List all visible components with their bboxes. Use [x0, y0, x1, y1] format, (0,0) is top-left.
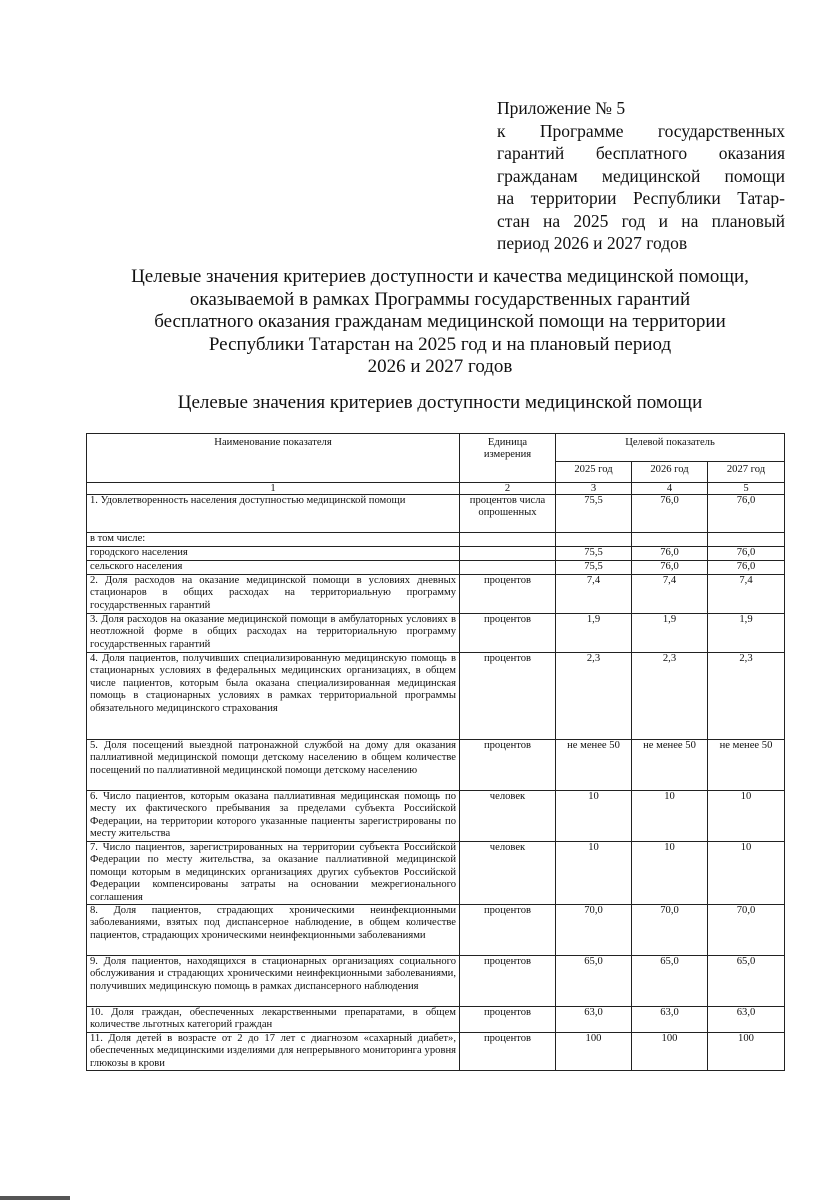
- title-line: Целевые значения критериев доступности и качества медицинской помощи,: [131, 266, 749, 287]
- indicator-name: 8. Доля пациентов, страдающих хроническими неинфекционными заболеваниями, взятых под диспансерное наблюдение, в общем количестве пациентов, страдающих хроническими неинфекционными заболеваниями: [87, 905, 460, 956]
- value-2026: [632, 533, 708, 547]
- value-2026: 63,0: [632, 1007, 708, 1033]
- unit-of-measure: процентов: [460, 1007, 556, 1033]
- appendix-line: гарантий бесплатного оказания: [497, 143, 785, 163]
- table-row: [87, 1033, 785, 1071]
- value-2027: не менее 50: [708, 740, 785, 791]
- value-2026: 76,0: [632, 547, 708, 561]
- header-year: 2025 год: [556, 462, 632, 483]
- value-2026: 10: [632, 791, 708, 842]
- unit-of-measure: процентов: [460, 1033, 556, 1071]
- table-row: [87, 791, 785, 842]
- title-line: Республики Татарстан на 2025 год и на плановый период: [208, 333, 672, 355]
- value-2027: 10: [708, 791, 785, 842]
- indicator-name: 6. Число пациентов, которым оказана паллиативная медицинская помощь по месту их фактического пребывания за пределами субъекта Российской Федерации, на территории которого указанные пациенты зарегистрированы по месту жительства: [87, 791, 460, 842]
- table-row: [87, 653, 785, 740]
- value-2026: 7,4: [632, 575, 708, 614]
- table-row: [87, 561, 785, 575]
- unit-of-measure: процентов числа опрошенных: [460, 495, 556, 533]
- unit-of-measure: процентов: [460, 956, 556, 1007]
- table-row: [87, 1007, 785, 1033]
- value-2027: 76,0: [708, 547, 785, 561]
- table-row: [87, 842, 785, 905]
- unit-of-measure: процентов: [460, 614, 556, 653]
- value-2027: 7,4: [708, 575, 785, 614]
- value-2025: 75,5: [556, 495, 632, 533]
- scan-edge-mark: [0, 1196, 70, 1200]
- indicator-name: городского населения: [87, 547, 460, 561]
- indicator-name: 9. Доля пациентов, находящихся в стационарных организациях социального обслуживания и страдающих хроническими неинфекционными заболеваниями, получивших медицинскую помощь в рамках диспансерного наблюдения: [87, 956, 460, 1007]
- value-2025: 100: [556, 1033, 632, 1071]
- criteria-table: [86, 433, 785, 1071]
- table-row: [87, 495, 785, 533]
- value-2025: 65,0: [556, 956, 632, 1007]
- title-line: оказываемой в рамках Программы государственных гарантий: [189, 288, 691, 310]
- table-row: [87, 547, 785, 561]
- header-unit: Единица измерения: [460, 434, 556, 483]
- value-2025: 2,3: [556, 653, 632, 740]
- unit-of-measure: человек: [460, 842, 556, 905]
- value-2027: 10: [708, 842, 785, 905]
- header-year: 2026 год: [632, 462, 708, 483]
- table-row: [87, 575, 785, 614]
- value-2026: 76,0: [632, 561, 708, 575]
- indicator-name: 2. Доля расходов на оказание медицинской помощи в условиях дневных стационаров в общих расходах на территориальную программу государственных гарантий: [87, 575, 460, 614]
- column-number: 1: [87, 483, 460, 495]
- appendix-line: на территории Республики Татар-: [497, 188, 785, 208]
- value-2025: 75,5: [556, 547, 632, 561]
- unit-of-measure: [460, 547, 556, 561]
- header-name: Наименование показателя: [87, 434, 460, 483]
- appendix-line: стан на 2025 год и на плановый: [497, 210, 785, 231]
- indicator-name: 1. Удовлетворенность населения доступностью медицинской помощи: [87, 495, 460, 533]
- appendix-header: [497, 97, 785, 255]
- unit-of-measure: процентов: [460, 740, 556, 791]
- appendix-number: Приложение № 5: [497, 98, 626, 118]
- value-2026: 2,3: [632, 653, 708, 740]
- column-number: 2: [460, 483, 556, 495]
- unit-of-measure: [460, 561, 556, 575]
- indicator-name: 11. Доля детей в возрасте от 2 до 17 лет с диагнозом «сахарный диабет», обеспеченных медицинскими изделиями для непрерывного мониторинга уровня глюкозы в крови: [87, 1033, 460, 1071]
- column-number: 3: [556, 483, 632, 495]
- value-2026: 10: [632, 842, 708, 905]
- title-line: бесплатного оказания гражданам медицинской помощи на территории: [154, 311, 726, 332]
- value-2025: 10: [556, 842, 632, 905]
- table-row: [87, 614, 785, 653]
- value-2027: 76,0: [708, 495, 785, 533]
- indicator-name: 10. Доля граждан, обеспеченных лекарственными препаратами, в общем количестве льготных категорий граждан: [87, 1007, 460, 1033]
- indicator-name: 4. Доля пациентов, получивших специализированную медицинскую помощь в стационарных условиях в федеральных медицинских организациях, в общем числе пациентов, которым была оказана специализированная медицинская помощь в стационарных условиях в рамках территориальной программы обязательного медицинского страхования: [87, 653, 460, 740]
- value-2027: 1,9: [708, 614, 785, 653]
- value-2025: 10: [556, 791, 632, 842]
- column-number: 4: [632, 483, 708, 495]
- indicator-name: 7. Число пациентов, зарегистрированных на территории субъекта Российской Федерации по месту жительства, за оказание паллиативной медицинской помощи которым в медицинских организациях других субъектов Российской Федерации компенсированы затраты на основании межрегионального соглашения: [87, 842, 460, 905]
- indicator-name: 5. Доля посещений выездной патронажной службой на дому для оказания паллиативной медицинской помощи детскому населению в общем количестве посещений по паллиативной медицинской помощи детскому населению: [87, 740, 460, 791]
- indicator-name: сельского населения: [87, 561, 460, 575]
- unit-of-measure: процентов: [460, 575, 556, 614]
- value-2025: 75,5: [556, 561, 632, 575]
- value-2027: 70,0: [708, 905, 785, 956]
- value-2025: 1,9: [556, 614, 632, 653]
- value-2026: 65,0: [632, 956, 708, 1007]
- value-2025: 7,4: [556, 575, 632, 614]
- table-row: [87, 533, 785, 547]
- header-year: 2027 год: [708, 462, 785, 483]
- unit-of-measure: процентов: [460, 653, 556, 740]
- value-2027: 100: [708, 1033, 785, 1071]
- table-row: [87, 956, 785, 1007]
- appendix-line-last: период 2026 и 2027 годов: [497, 233, 688, 253]
- table-row: [87, 905, 785, 956]
- column-number: 5: [708, 483, 785, 495]
- section-subtitle: Целевые значения критериев доступности медицинской помощи: [177, 392, 703, 413]
- value-2026: 76,0: [632, 495, 708, 533]
- value-2026: 70,0: [632, 905, 708, 956]
- unit-of-measure: [460, 533, 556, 547]
- value-2025: 63,0: [556, 1007, 632, 1033]
- value-2025: не менее 50: [556, 740, 632, 791]
- unit-of-measure: человек: [460, 791, 556, 842]
- header-target: Целевой показатель: [556, 434, 785, 462]
- appendix-line: к Программе государственных: [497, 120, 785, 141]
- value-2027: 2,3: [708, 653, 785, 740]
- indicator-name: в том числе:: [87, 533, 460, 547]
- value-2025: [556, 533, 632, 547]
- value-2027: 76,0: [708, 561, 785, 575]
- value-2025: 70,0: [556, 905, 632, 956]
- value-2026: 100: [632, 1033, 708, 1071]
- title-line: 2026 и 2027 годов: [367, 356, 513, 377]
- table-row: [87, 740, 785, 791]
- value-2027: 63,0: [708, 1007, 785, 1033]
- document-title: [80, 266, 800, 379]
- unit-of-measure: процентов: [460, 905, 556, 956]
- indicator-name: 3. Доля расходов на оказание медицинской помощи в амбулаторных условиях в неотложной форме в общих расходах на территориальную программу государственных гарантий: [87, 614, 460, 653]
- value-2026: не менее 50: [632, 740, 708, 791]
- value-2026: 1,9: [632, 614, 708, 653]
- value-2027: 65,0: [708, 956, 785, 1007]
- value-2027: [708, 533, 785, 547]
- appendix-line: гражданам медицинской помощи: [497, 165, 785, 186]
